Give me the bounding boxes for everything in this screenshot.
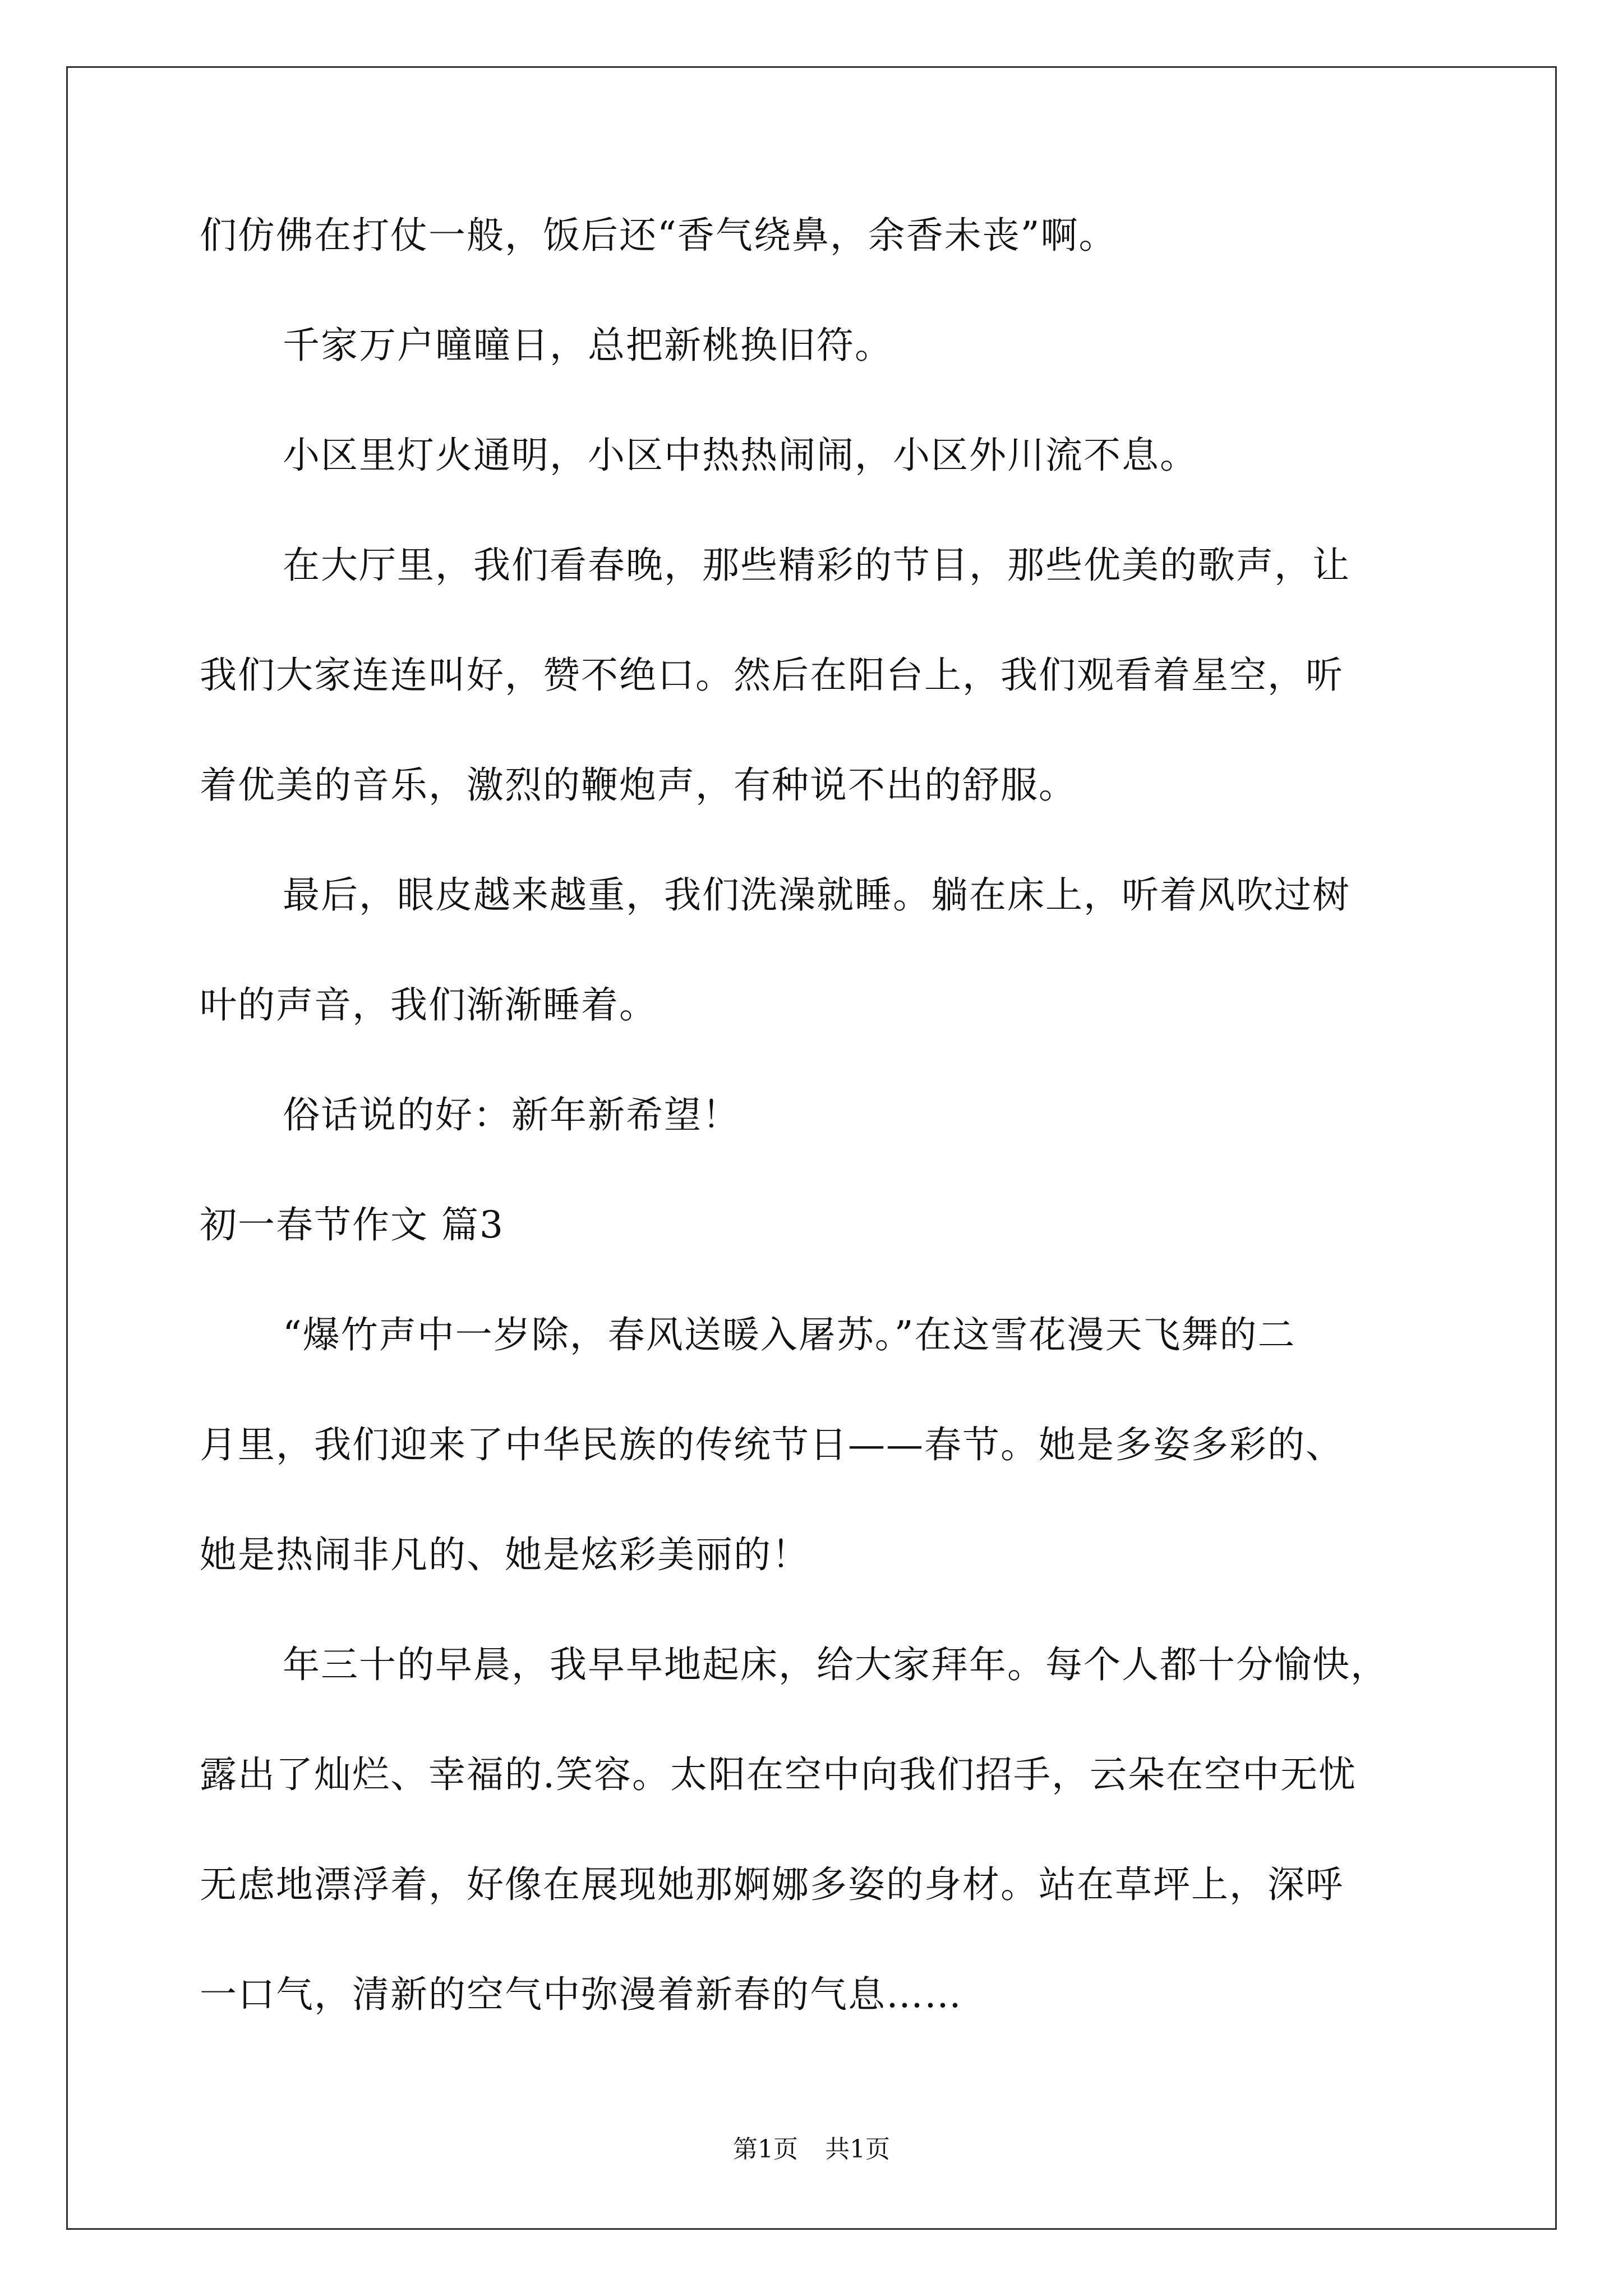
page-footer [0,2133,1623,2166]
text-line: 我们大家连连叫好，赞不绝口。然后在阳台上，我们观看着星空，听 [200,654,1344,697]
text-line: 叶的声音，我们渐渐睡着。 [200,983,657,1027]
text-line: 们仿佛在打仗一般，饭后还“香气绕鼻，余香未丧”啊。 [200,214,1117,257]
text-line: 无虑地漂浮着，好像在展现她那婀娜多姿的身材。站在草坪上，深呼 [200,1863,1344,1906]
text-line: 俗话说的好：新年新希望！ [283,1093,740,1137]
text-line: 最后，眼皮越来越重，我们洗澡就睡。躺在床上，听着风吹过树 [283,873,1350,917]
section-heading: 初一春节作文 篇3 [200,1203,504,1246]
text-line: 小区里灯火通明，小区中热热闹闹，小区外川流不息。 [283,434,1198,477]
text-line: 露出了灿烂、幸福的.笑容。太阳在空中向我们招手，云朵在空中无忧 [200,1753,1357,1796]
text-line: 千家万户曈曈日，总把新桃换旧符。 [283,324,893,367]
text-line: 在大厅里，我们看春晚，那些精彩的节目，那些优美的歌声，让 [283,544,1350,587]
text-line: “爆竹声中一岁除，春风送暖入屠苏。”在这雪花漫天飞舞的二 [283,1313,1296,1356]
page-number: 第1页 [733,2135,798,2164]
page-total: 共1页 [825,2135,890,2164]
text-line: 一口气，清新的空气中弥漫着新春的气息…… [200,1973,962,2016]
text-line: 年三十的早晨，我早早地起床，给大家拜年。每个人都十分愉快， [283,1643,1389,1686]
text-line: 她是热闹非凡的、她是炫彩美丽的！ [200,1533,810,1576]
text-line: 着优美的音乐，激烈的鞭炮声，有种说不出的舒服。 [200,763,1077,807]
text-line: 月里，我们迎来了中华民族的传统节日——春节。她是多姿多彩的、 [200,1423,1344,1466]
